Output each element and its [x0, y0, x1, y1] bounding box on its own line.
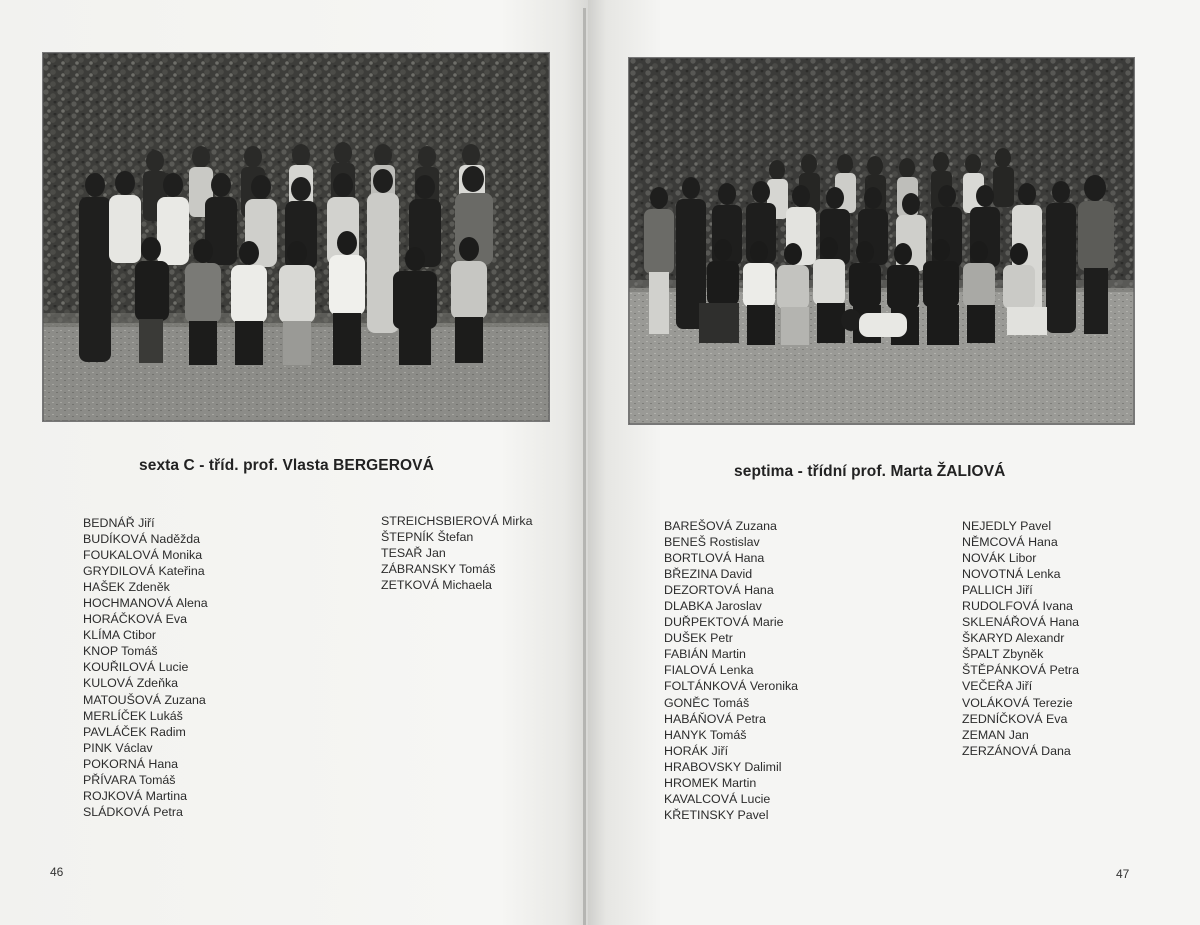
- student-name: ZEMAN Jan: [962, 727, 1029, 742]
- student-name: BAREŠOVÁ Zuzana: [664, 519, 777, 533]
- book-gutter: [583, 8, 586, 925]
- student-name: HABÁŇOVÁ Petra: [664, 711, 766, 726]
- student-name: NEJEDLY Pavel: [962, 519, 1052, 533]
- student-list-septima-col1: [664, 518, 798, 823]
- student-name: NĚMCOVÁ Hana: [962, 535, 1058, 550]
- student-name: MATOUŠOVÁ Zuzana: [83, 692, 206, 707]
- student-name: HROMEK Martin: [664, 775, 757, 790]
- student-name: MERLÍČEK Lukáš: [83, 708, 183, 723]
- class-heading-sexta-c: sexta C - tříd. prof. Vlasta BERGEROVÁ: [139, 457, 434, 474]
- student-name: ZETKOVÁ Michaela: [381, 578, 492, 593]
- student-name: PAVLÁČEK Radim: [83, 724, 186, 739]
- student-name: BEDNÁŘ Jiří: [83, 516, 155, 530]
- class-photo-septima: [628, 57, 1135, 425]
- student-name: KLÍMA Ctibor: [83, 628, 156, 643]
- student-name: FABIÁN Martin: [664, 647, 746, 662]
- page-number-left: 46: [50, 865, 64, 879]
- page-number-right: 47: [1116, 867, 1130, 881]
- student-name: ZÁBRANSKY Tomáš: [381, 562, 496, 577]
- student-name: TESAŘ Jan: [381, 546, 446, 561]
- student-name: DEZORTOVÁ Hana: [664, 583, 774, 598]
- class-photo-sexta-c-image: [43, 53, 549, 421]
- student-name: BŘEZINA David: [664, 567, 753, 582]
- student-name: NOVÁK Libor: [962, 551, 1037, 566]
- student-name: VEČEŘA Jiří: [962, 679, 1033, 694]
- student-name: ŠPALT Zbyněk: [962, 647, 1044, 662]
- student-name: PINK Václav: [83, 740, 153, 755]
- student-name: VOLÁKOVÁ Terezie: [962, 695, 1073, 710]
- student-name: ŠTĚPÁNKOVÁ Petra: [962, 663, 1080, 678]
- student-name: BUDÍKOVÁ Naděžda: [83, 532, 201, 547]
- student-name: HORÁČKOVÁ Eva: [83, 612, 187, 627]
- student-name: KAVALCOVÁ Lucie: [664, 791, 771, 806]
- student-name: DUŠEK Petr: [664, 631, 733, 646]
- student-name: BENEŠ Rostislav: [664, 535, 760, 550]
- student-name: HRABOVSKY Dalimil: [664, 759, 782, 774]
- student-name: KOUŘILOVÁ Lucie: [83, 660, 189, 675]
- student-name: FOLTÁNKOVÁ Veronika: [664, 679, 799, 694]
- class-photo-sexta-c: [42, 52, 550, 422]
- student-name: SKLENÁŘOVÁ Hana: [962, 615, 1080, 630]
- student-name: ŠTEPNÍK Štefan: [381, 530, 474, 545]
- student-name: KNOP Tomáš: [83, 644, 158, 659]
- student-name: KULOVÁ Zdeňka: [83, 676, 179, 691]
- student-name: ZEDNÍČKOVÁ Eva: [962, 711, 1068, 726]
- student-name: FIALOVÁ Lenka: [664, 663, 754, 678]
- student-list-septima-col2: [962, 518, 1079, 759]
- student-name: PŘÍVARA Tomáš: [83, 772, 176, 787]
- student-name: DLABKA Jaroslav: [664, 599, 762, 614]
- student-name: FOUKALOVÁ Monika: [83, 548, 203, 563]
- student-name: DUŘPEKTOVÁ Marie: [664, 615, 784, 630]
- student-name: HAŠEK Zdeněk: [83, 580, 170, 595]
- student-name: GONĚC Tomáš: [664, 695, 750, 710]
- student-name: HORÁK Jiří: [664, 743, 729, 758]
- student-name: ZERZÁNOVÁ Dana: [962, 743, 1071, 758]
- student-name: GRYDILOVÁ Kateřina: [83, 564, 205, 579]
- student-name: POKORNÁ Hana: [83, 756, 179, 771]
- student-name: KŘETINSKY Pavel: [664, 807, 769, 822]
- class-photo-septima-image: [629, 58, 1134, 424]
- student-name: ŠKARYD Alexandr: [962, 631, 1065, 646]
- student-name: NOVOTNÁ Lenka: [962, 567, 1061, 582]
- student-name: PALLICH Jiří: [962, 583, 1033, 598]
- student-name: SLÁDKOVÁ Petra: [83, 804, 183, 819]
- student-name: HANYK Tomáš: [664, 727, 747, 742]
- student-list-sexta-c-col1: [83, 515, 208, 820]
- student-name: RUDOLFOVÁ Ivana: [962, 599, 1073, 614]
- student-list-sexta-c-col2: [381, 513, 532, 593]
- student-name: BORTLOVÁ Hana: [664, 551, 765, 566]
- student-name: ROJKOVÁ Martina: [83, 788, 187, 803]
- student-name: STREICHSBIEROVÁ Mirka: [381, 514, 533, 528]
- student-name: HOCHMANOVÁ Alena: [83, 596, 208, 611]
- class-heading-septima: septima - třídní prof. Marta ŽALIOVÁ: [734, 463, 1006, 480]
